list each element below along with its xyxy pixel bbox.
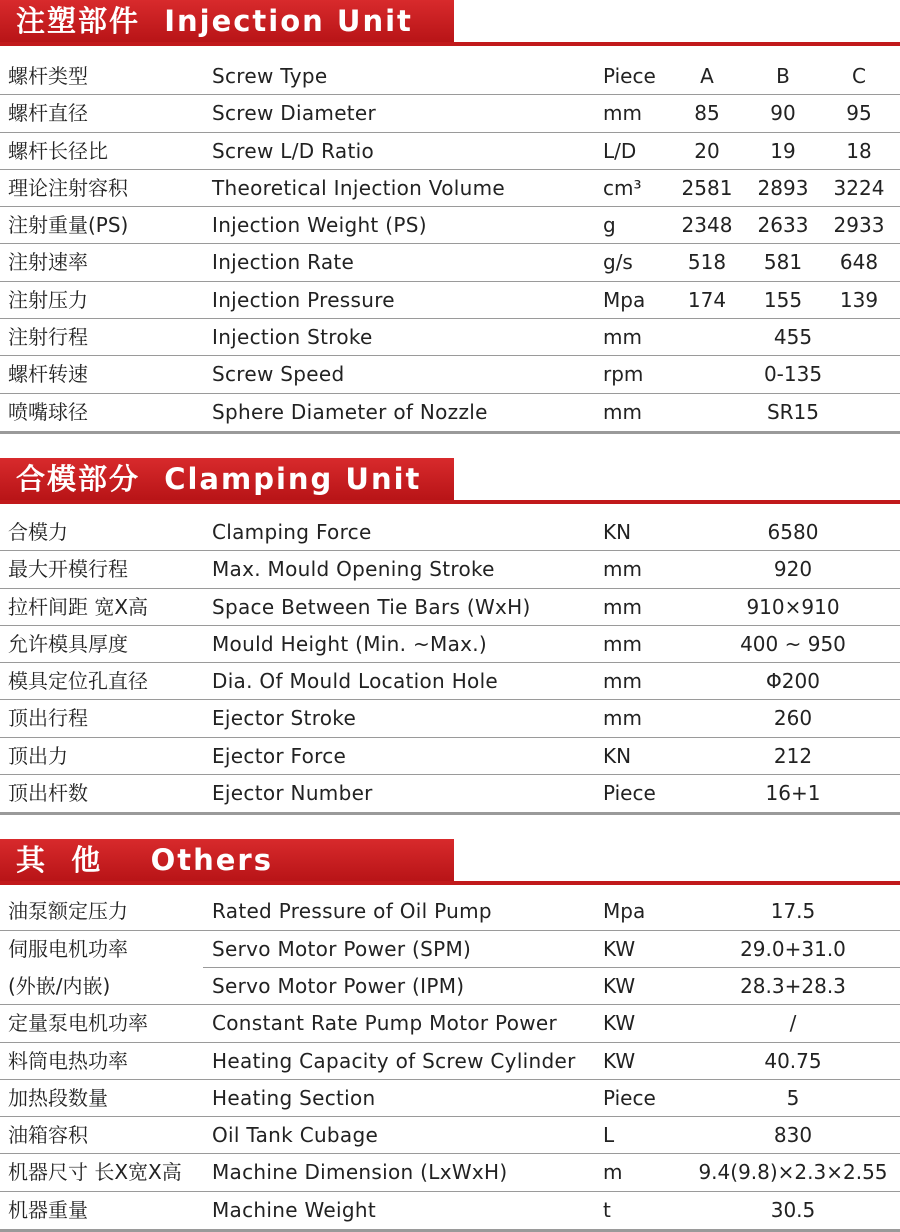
- value-screw-c: 18: [846, 138, 872, 163]
- table-row: [0, 626, 900, 663]
- param-value: 212: [773, 743, 813, 768]
- param-value: /: [789, 1011, 797, 1036]
- table-row: [0, 1080, 900, 1117]
- param-name-en: Dia. Of Mould Location Hole: [212, 669, 499, 694]
- table-row: [0, 207, 900, 244]
- param-unit: mm: [603, 594, 642, 619]
- table-row: [0, 700, 900, 737]
- param-value: 29.0+31.0: [740, 936, 846, 961]
- value-screw-b: 90: [770, 101, 796, 126]
- param-unit: mm: [603, 557, 642, 582]
- param-value: 40.75: [764, 1048, 822, 1073]
- param-name-cn: 油箱容积: [8, 1123, 88, 1148]
- param-unit: g/s: [603, 250, 633, 275]
- param-value: 17.5: [770, 899, 816, 924]
- param-name-cn: 螺杆转速: [8, 362, 88, 387]
- param-name-en: Heating Section: [212, 1085, 376, 1110]
- table-row: [0, 133, 900, 170]
- param-name-en: Sphere Diameter of Nozzle: [212, 399, 488, 424]
- table-row: [0, 931, 900, 968]
- others-section: [0, 839, 900, 1232]
- param-unit: rpm: [603, 362, 644, 387]
- param-name-en: Rated Pressure of Oil Pump: [212, 899, 492, 924]
- param-name-cn: 油泵额定压力: [8, 899, 128, 924]
- param-value: SR15: [766, 399, 820, 424]
- param-unit: mm: [603, 669, 642, 694]
- param-unit: cm³: [603, 175, 642, 200]
- banner-underline: [0, 42, 900, 46]
- table-row: [0, 1043, 900, 1080]
- table-row: [0, 244, 900, 281]
- value-screw-b: 581: [763, 250, 803, 275]
- table-row: [0, 1154, 900, 1191]
- param-name-cn: 允许模具厚度: [8, 631, 128, 656]
- section-bottom-rule: [0, 431, 900, 434]
- param-name-cn: 伺服电机功率: [8, 936, 128, 961]
- param-name-cn: 注射行程: [8, 325, 88, 350]
- param-name-cn: 注射重量(PS): [8, 213, 129, 238]
- param-name-en: Mould Height (Min. ~Max.): [212, 631, 488, 656]
- clamping-unit-table: [0, 514, 900, 812]
- param-name-en: Screw L/D Ratio: [212, 138, 374, 163]
- param-name-cn: 模具定位孔直径: [8, 669, 148, 694]
- value-screw-a: 518: [687, 250, 727, 275]
- injection-unit-title: 注塑部件 Injection Unit: [0, 0, 454, 42]
- param-unit: Mpa: [603, 899, 646, 924]
- param-value: 9.4(9.8)×2.3×2.55: [698, 1160, 888, 1185]
- table-row: [0, 968, 900, 1005]
- param-name-en: Heating Capacity of Screw Cylinder: [212, 1048, 576, 1073]
- param-value: 0-135: [763, 362, 823, 387]
- param-unit: mm: [603, 631, 642, 656]
- value-screw-b: 2893: [757, 175, 809, 200]
- injection-unit-table: [0, 58, 900, 431]
- param-name-cn: 螺杆类型: [8, 64, 88, 88]
- param-name-cn: 加热段数量: [8, 1085, 108, 1110]
- param-name-cn: 顶出力: [8, 743, 68, 768]
- table-row: [0, 58, 900, 95]
- table-row: [0, 282, 900, 319]
- param-name-en: Servo Motor Power (SPM): [212, 936, 472, 961]
- param-value: 830: [773, 1123, 813, 1148]
- param-name-en: Injection Rate: [212, 250, 355, 275]
- param-unit: L: [603, 1123, 615, 1148]
- value-screw-a: 85: [694, 101, 720, 126]
- param-unit: Mpa: [603, 287, 646, 312]
- param-unit: KN: [603, 519, 632, 544]
- table-row: [0, 1117, 900, 1154]
- param-unit: KW: [603, 1011, 636, 1036]
- value-screw-c: 648: [839, 250, 879, 275]
- param-unit: mm: [603, 706, 642, 731]
- value-screw-a: 2348: [681, 213, 733, 238]
- param-unit: m: [603, 1160, 623, 1185]
- param-name-en: Injection Stroke: [212, 325, 373, 350]
- value-screw-a: 20: [694, 138, 720, 163]
- param-value: 28.3+28.3: [740, 973, 846, 998]
- others-title: 其 他 Others: [0, 839, 454, 881]
- param-unit: Piece: [603, 64, 656, 88]
- table-row: [0, 775, 900, 812]
- param-unit: mm: [603, 101, 642, 126]
- value-screw-a: 2581: [681, 175, 733, 200]
- param-unit: L/D: [603, 138, 637, 163]
- table-row: [0, 356, 900, 393]
- param-name-en: Oil Tank Cubage: [212, 1123, 379, 1148]
- value-screw-c: 2933: [833, 213, 885, 238]
- value-screw-b: 2633: [757, 213, 809, 238]
- table-row: [0, 394, 900, 431]
- banner-underline: [0, 500, 900, 504]
- param-name-cn: 注射压力: [8, 287, 88, 312]
- param-name-en: Max. Mould Opening Stroke: [212, 557, 495, 582]
- param-name-en: Machine Weight: [212, 1197, 376, 1222]
- param-unit: KW: [603, 1048, 636, 1073]
- table-row: [0, 1005, 900, 1042]
- injection-unit-banner: [0, 0, 900, 46]
- param-name-en: Screw Type: [212, 64, 328, 88]
- param-unit: Piece: [603, 1085, 656, 1110]
- param-unit: g: [603, 213, 616, 238]
- table-row: [0, 738, 900, 775]
- value-screw-b: B: [776, 64, 790, 88]
- param-name-en: Screw Speed: [212, 362, 345, 387]
- table-row: [0, 514, 900, 551]
- param-unit: t: [603, 1197, 611, 1222]
- param-name-cn: 螺杆长径比: [8, 138, 108, 163]
- param-value: 5: [786, 1085, 800, 1110]
- value-screw-a: 174: [687, 287, 727, 312]
- section-bottom-rule: [0, 812, 900, 815]
- table-row: [0, 170, 900, 207]
- value-screw-c: 95: [846, 101, 872, 126]
- value-screw-b: 155: [763, 287, 803, 312]
- param-name-cn: 喷嘴球径: [8, 399, 88, 424]
- table-row: [0, 95, 900, 132]
- param-name-cn: 机器尺寸 长X宽X高: [8, 1160, 182, 1185]
- param-name-cn: 理论注射容积: [8, 175, 128, 200]
- table-row: [0, 893, 900, 930]
- param-name-en: Ejector Stroke: [212, 706, 357, 731]
- param-name-en: Screw Diameter: [212, 101, 377, 126]
- param-value: 6580: [767, 519, 819, 544]
- others-banner: [0, 839, 900, 885]
- param-name-cn: 机器重量: [8, 1197, 88, 1222]
- value-screw-c: 3224: [833, 175, 885, 200]
- value-screw-c: C: [852, 64, 866, 88]
- param-unit: mm: [603, 399, 642, 424]
- table-row: [0, 589, 900, 626]
- param-value: 920: [773, 557, 813, 582]
- param-name-en: Constant Rate Pump Motor Power: [212, 1011, 558, 1036]
- param-name-en: Ejector Force: [212, 743, 347, 768]
- param-name-en: Machine Dimension (LxWxH): [212, 1160, 508, 1185]
- clamping-unit-banner: [0, 458, 900, 504]
- param-value: 400 ~ 950: [740, 631, 846, 656]
- table-row: [0, 319, 900, 356]
- param-name-cn: 顶出杆数: [8, 781, 88, 806]
- param-unit: KW: [603, 973, 636, 998]
- value-screw-c: 139: [839, 287, 879, 312]
- table-row: [0, 1192, 900, 1229]
- param-unit: KN: [603, 743, 632, 768]
- param-name-en: Injection Pressure: [212, 287, 395, 312]
- param-unit: KW: [603, 936, 636, 961]
- param-value: 16+1: [765, 781, 821, 806]
- param-name-cn: 螺杆直径: [8, 101, 88, 126]
- clamping-unit-section: [0, 458, 900, 815]
- param-value: 455: [773, 325, 813, 350]
- injection-unit-section: [0, 0, 900, 434]
- param-name-en: Servo Motor Power (IPM): [212, 973, 465, 998]
- value-screw-a: A: [700, 64, 714, 88]
- others-table: [0, 893, 900, 1229]
- param-value: 910×910: [746, 594, 840, 619]
- param-name-en: Space Between Tie Bars (WxH): [212, 594, 531, 619]
- param-name-cn: 拉杆间距 宽X高: [8, 594, 149, 619]
- param-name-cn: 顶出行程: [8, 706, 88, 731]
- table-row: [0, 663, 900, 700]
- param-name-cn: 定量泵电机功率: [8, 1011, 148, 1036]
- param-name-en: Theoretical Injection Volume: [212, 175, 505, 200]
- banner-underline: [0, 881, 900, 885]
- param-name-cn: 最大开模行程: [8, 557, 128, 582]
- clamping-unit-title: 合模部分 Clamping Unit: [0, 458, 454, 500]
- param-name-en: Ejector Number: [212, 781, 373, 806]
- param-value: 260: [773, 706, 813, 731]
- param-name-en: Injection Weight (PS): [212, 213, 427, 238]
- param-name-cn: 合模力: [8, 519, 68, 544]
- param-unit: Piece: [603, 781, 656, 806]
- param-name-cn: 注射速率: [8, 250, 88, 275]
- param-name-cn: (外嵌/内嵌): [8, 973, 111, 998]
- param-name-en: Clamping Force: [212, 519, 372, 544]
- param-value: 30.5: [770, 1197, 816, 1222]
- param-name-cn: 料筒电热功率: [8, 1048, 128, 1073]
- value-screw-b: 19: [770, 138, 796, 163]
- param-unit: mm: [603, 325, 642, 350]
- param-value: Φ200: [766, 669, 820, 694]
- table-row: [0, 551, 900, 588]
